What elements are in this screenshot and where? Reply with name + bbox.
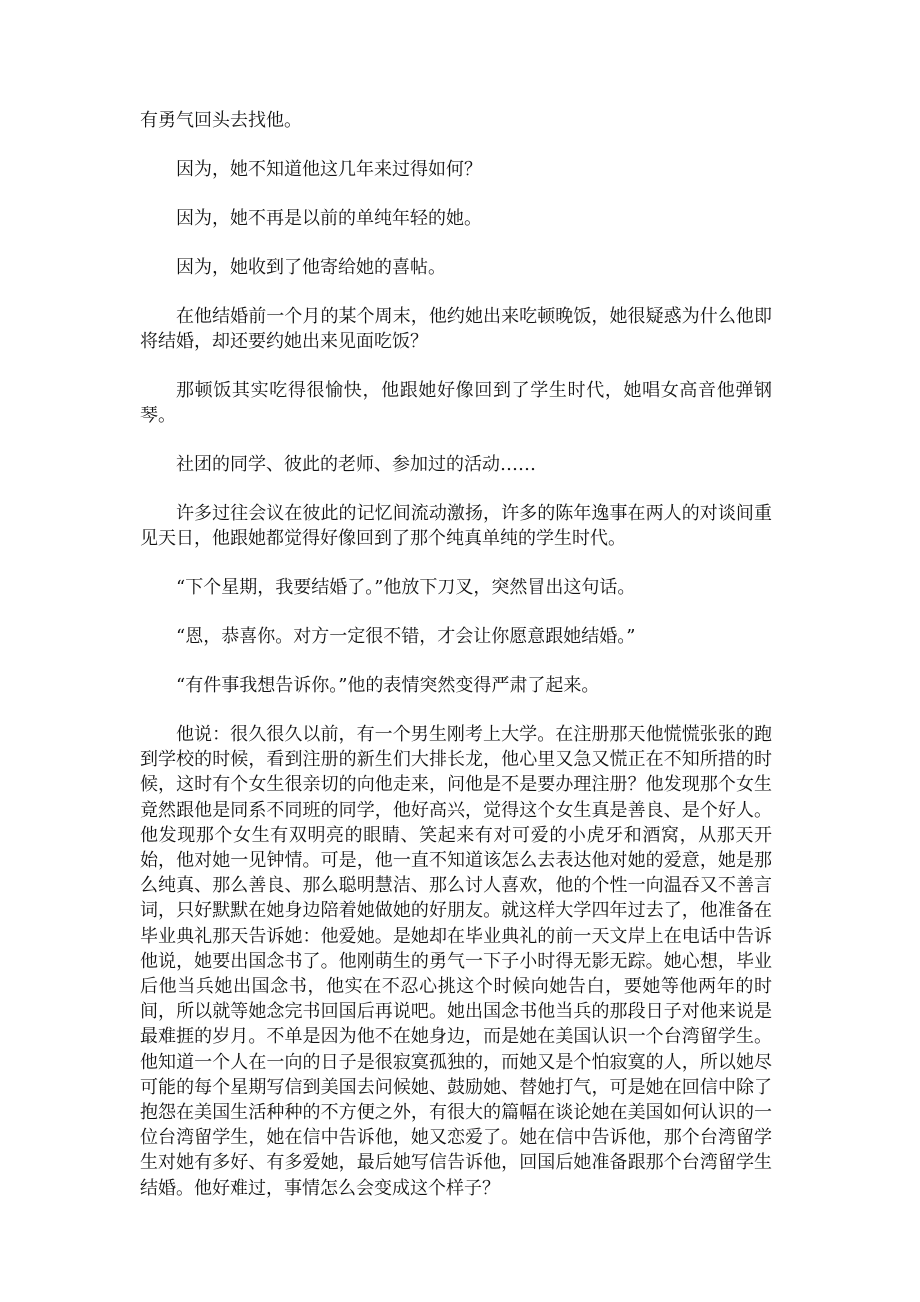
paragraph-7: 社团的同学、彼此的老师、参加过的活动…… xyxy=(176,454,536,475)
paragraph-3: 因为，她不再是以前的单纯年轻的她。 xyxy=(176,208,482,229)
paragraph-5: 在他结婚前一个月的某个周末，他约她出来吃顿晚饭，她很疑惑为什么他即将结婚，却还要约她出来见面吃饭？ xyxy=(140,306,772,352)
paragraph-2: 因为，她不知道他这几年来过得如何？ xyxy=(176,159,482,180)
document-body xyxy=(140,108,772,1225)
paragraph-6: 那顿饭其实吃得很愉快，他跟她好像回到了学生时代，她唱女高音他弹钢琴。 xyxy=(140,380,772,426)
paragraph-10: “恩，恭喜你。对方一定很不错，才会让你愿意跟她结婚。” xyxy=(176,626,636,647)
paragraph-12: 他说：很久很久以前，有一个男生刚考上大学。在注册那天他慌慌张张的跑到学校的时候，看到注册的新生们大排长龙，他心里又急又慌正在不知所措的时候，这时有个女生很亲切的向他走来，问他是不是要办理注册？他发现那个女生竟然跟他是同系不同班的同学，他好高兴，觉得这个女生真是善良、是个好人。他发现那个女生有双明亮的眼睛、笑起来有对可爱的小虎牙和酒窝，从那天开始，他对她一见钟情。可是，他一直不知道该怎么去表达他对她的爱意，她是那么纯真、那么善良、那么聪明慧洁、那么讨人喜欢，他的个性一向温吞又不善言词，只好默默在她身边陪着她做她的好朋友。就这样大学四年过去了，他准备在毕业典礼那天告诉她：他爱她。是她却在毕业典礼的前一天文岸上在电话中告诉他说，她要出国念书了。他刚萌生的勇气一下子小时得无影无踪。她心想，毕业后他当兵她出国念书，他实在不忍心挑这个时候向她告白，要她等他两年的时间，所以就等她念完书回国后再说吧。她出国念书他当兵的那段日子对他来说是最难捱的岁月。不单是因为他不在她身边，而是她在美国认识一个台湾留学生。他知道一个人在一向的日子是很寂寞孤独的，而她又是个怕寂寞的人，所以她尽可能的每个星期写信到美国去问候她、鼓励她、替她打气，可是她在回信中除了抱怨在美国生活种种的不方便之外，有很大的篇幅在谈论她在美国如何认识的一位台湾留学生，她在信中告诉他，她又恋爱了。她在信中告诉他，那个台湾留学生对她有多好、有多爱她，最后她写信告诉他，回国后她准备跟那个台湾留学生结婚。他好难过，事情怎么会变成这个样子？ xyxy=(140,724,772,1199)
paragraph-9: “下个星期，我要结婚了。”他放下刀叉，突然冒出这句话。 xyxy=(176,577,636,598)
paragraph-4: 因为，她收到了他寄给她的喜帖。 xyxy=(176,257,446,278)
paragraph-8: 许多过往会议在彼此的记忆间流动激扬，许多的陈年逸事在两人的对谈间重见天日，他跟她都觉得好像回到了那个纯真单纯的学生时代。 xyxy=(140,503,772,549)
paragraph-11: “有件事我想告诉你。”他的表情突然变得严肃了起来。 xyxy=(176,675,600,696)
paragraph-1: 有勇气回头去找他。 xyxy=(140,110,302,131)
